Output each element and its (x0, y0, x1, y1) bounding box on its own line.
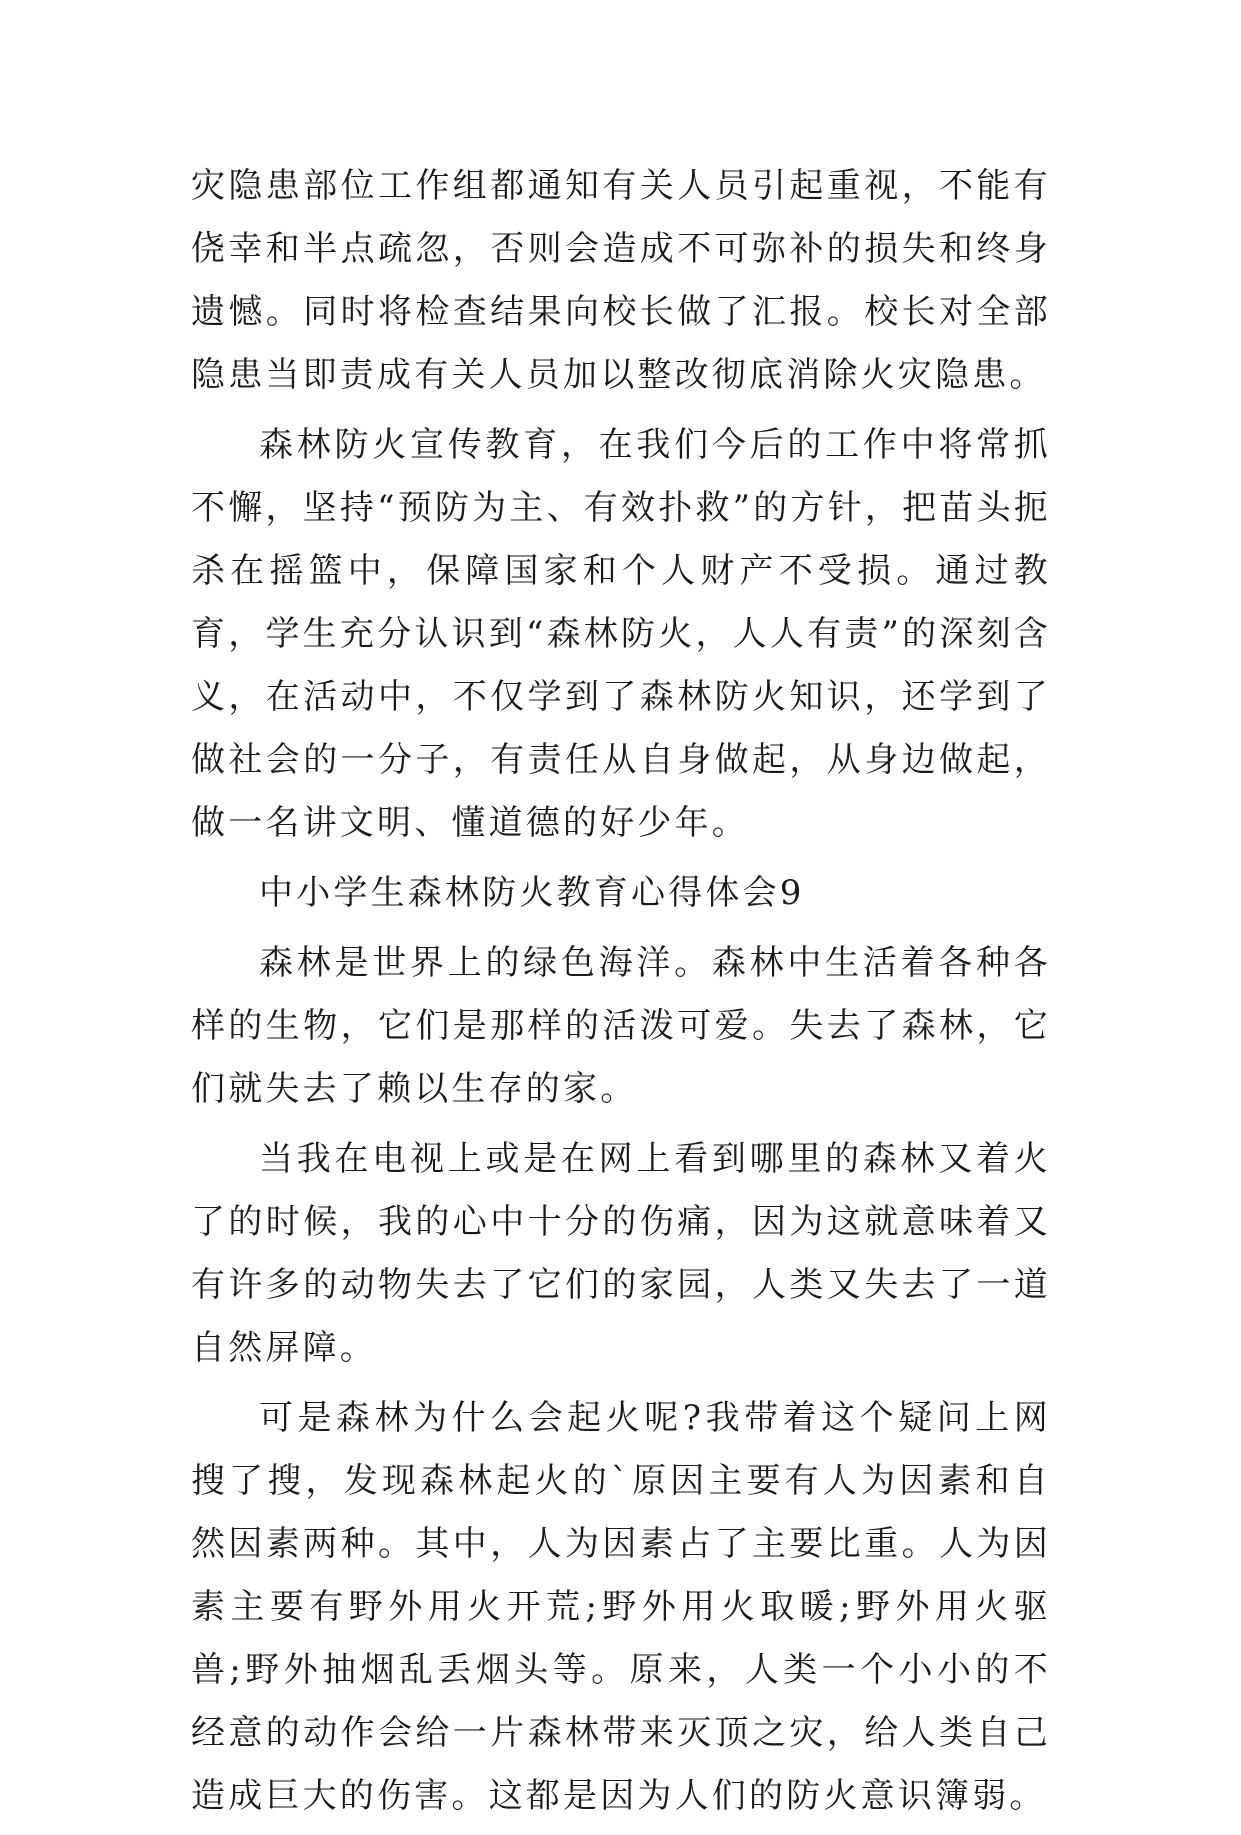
document-body (191, 155, 1051, 1835)
paragraph-green-ocean: 森林是世界上的绿色海洋。森林中生活着各种各样的生物，它们是那样的活泼可爱。失去了森林，它们就失去了赖以生存的家。 (191, 943, 1051, 1109)
paragraph-fire-causes: 可是森林为什么会起火呢?我带着这个疑问上网搜了搜，发现森林起火的`原因主要有人为因素和自然因素两种。其中，人为因素占了主要比重。人为因素主要有野外用火开荒;野外用火取暖;野外用火驱兽;野外抽烟乱丢烟头等。原来，人类一个小小的不经意的动作会给一片森林带来灭顶之灾，给人类自己造成巨大的伤害。这都是因为人们的防火意识簿弱。 (191, 1398, 1051, 1816)
section-heading: 中小学生森林防火教育心得体会9 (259, 873, 805, 913)
paragraph-continuation: 灾隐患部位工作组都通知有关人员引起重视，不能有侥幸和半点疏忽，否则会造成不可弥补的损失和终身遗憾。同时将检查结果向校长做了汇报。校长对全部隐患当即责成有关人员加以整改彻底消除火灾隐患。 (191, 166, 1051, 395)
paragraph-tv-news: 当我在电视上或是在网上看到哪里的森林又着火了的时候，我的心中十分的伤痛，因为这就意味着又有许多的动物失去了它们的家园，人类又失去了一道自然屏障。 (191, 1139, 1051, 1368)
paragraph-forest-fire-education: 森林防火宣传教育，在我们今后的工作中将常抓不懈，坚持“预防为主、有效扑救”的方针，把苗头扼杀在摇篮中，保障国家和个人财产不受损。通过教育，学生充分认识到“森林防火，人人有责”的深刻含义，在活动中，不仅学到了森林防火知识，还学到了做社会的一分子，有责任从自身做起，从身边做起，做一名讲文明、懂道德的好少年。 (191, 425, 1051, 843)
